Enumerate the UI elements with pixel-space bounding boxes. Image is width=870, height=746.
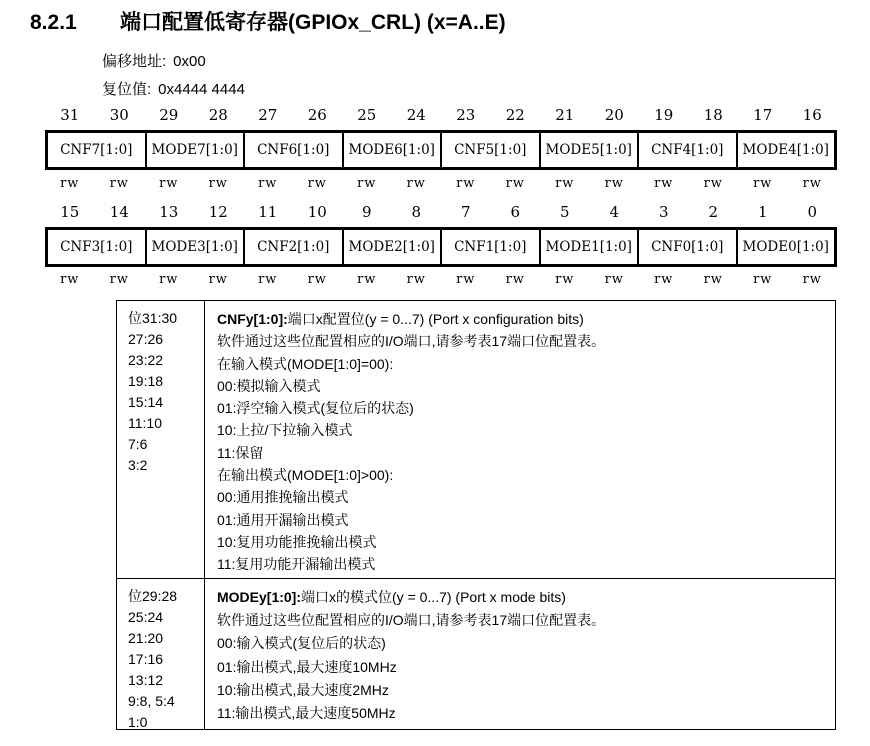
bit-range: 25:24 (128, 609, 164, 625)
bit-number: 22 (505, 106, 525, 124)
access-flag: rw (109, 176, 129, 191)
bit-number: 15 (60, 203, 80, 221)
register-field: CNF0[1:0] (637, 230, 736, 264)
offset-address-line (102, 50, 206, 71)
access-flag: rw (505, 272, 525, 287)
field-desc: 端口x的模式位(y = 0...7) (Port x mode bits) (301, 589, 566, 605)
bit-number: 30 (109, 106, 129, 124)
desc-line: 00:通用推挽输出模式 (217, 489, 349, 506)
access-flag: rw (109, 272, 129, 287)
bit-number: 9 (361, 203, 372, 221)
bit-number: 1 (757, 203, 768, 221)
register-field: CNF3[1:0] (60, 239, 133, 255)
register-fields-row-low (45, 227, 837, 267)
field-name: MODEy[1:0]: (217, 589, 302, 605)
offset-address-label: 偏移地址: (102, 53, 167, 70)
page-title: 端口配置低寄存器(GPIOx_CRL) (x=A..E) (120, 11, 506, 34)
access-flag: rw (505, 176, 525, 191)
register-field: CNF5[1:0] (440, 133, 539, 167)
bit-number: 29 (159, 106, 179, 124)
register-field: MODE5[1:0] (539, 133, 638, 167)
bit-number: 19 (654, 106, 674, 124)
desc-line: 软件通过这些位配置相应的I/O端口,请参考表17端口位配置表。 (217, 612, 606, 629)
access-flag: rw (258, 272, 278, 287)
access-flag: rw (159, 176, 179, 191)
access-flag: rw (456, 176, 476, 191)
bit-number: 4 (609, 203, 620, 221)
access-flag: rw (456, 272, 476, 287)
access-flag: rw (258, 176, 278, 191)
bit-number: 20 (604, 106, 624, 124)
desc-line: 01:浮空输入模式(复位后的状态) (217, 400, 414, 417)
bit-range: 7:6 (128, 436, 148, 452)
access-flag: rw (357, 176, 377, 191)
access-flag: rw (307, 176, 327, 191)
desc-line: 10:输出模式,最大速度2MHz (217, 681, 389, 698)
bit-number: 28 (208, 106, 228, 124)
register-field: MODE0[1:0] (736, 230, 835, 264)
access-flag: rw (654, 176, 674, 191)
desc-line: 在输入模式(MODE[1:0]=00): (217, 355, 394, 372)
desc-line: 00:模拟输入模式 (217, 377, 321, 394)
access-flag: rw (802, 176, 822, 191)
field-title-line (217, 308, 827, 330)
field-description-column (205, 301, 835, 578)
bit-range: 1:0 (128, 714, 148, 730)
table-row-cnf (117, 301, 835, 578)
access-flag: rw (703, 176, 723, 191)
bit-range: 位31:30 (128, 310, 178, 326)
bit-number: 7 (460, 203, 471, 221)
access-flag: rw (406, 176, 426, 191)
register-field: CNF6[1:0] (243, 133, 342, 167)
bit-range: 11:10 (128, 415, 162, 431)
register-field: MODE7[1:0] (145, 133, 244, 167)
register-field: MODE3[1:0] (145, 230, 244, 264)
field-description-column (205, 579, 835, 729)
field-name: CNFy[1:0]: (217, 311, 288, 327)
register-field: MODE6[1:0] (342, 133, 441, 167)
table-row-mode (117, 578, 835, 729)
bit-range: 9:8, 5:4 (128, 693, 175, 709)
register-field: CNF4[1:0] (637, 133, 736, 167)
register-field: CNF2[1:0] (243, 230, 342, 264)
reset-value-line (102, 78, 245, 99)
desc-line: 软件通过这些位配置相应的I/O端口,请参考表17端口位配置表。 (217, 333, 606, 350)
bit-range: 3:2 (128, 457, 148, 473)
bit-number: 6 (510, 203, 521, 221)
bit-number: 17 (753, 106, 773, 124)
bit-number: 11 (258, 203, 278, 221)
bit-range: 23:22 (128, 352, 164, 368)
access-flag: rw (60, 272, 80, 287)
bit-number: 31 (60, 106, 80, 124)
desc-line: 在输出模式(MODE[1:0]>00): (217, 467, 394, 484)
bit-number: 3 (658, 203, 669, 221)
desc-line: 11:保留 (217, 444, 264, 461)
access-flag: rw (60, 176, 80, 191)
register-field: MODE1[1:0] (539, 230, 638, 264)
bit-number: 27 (258, 106, 278, 124)
bit-number: 23 (456, 106, 476, 124)
access-flag: rw (802, 272, 822, 287)
access-flag: rw (208, 272, 228, 287)
desc-line: 01:通用开漏输出模式 (217, 511, 349, 528)
access-flag: rw (208, 176, 228, 191)
access-flag: rw (307, 272, 327, 287)
bit-number: 24 (406, 106, 426, 124)
access-row-low (45, 272, 837, 287)
access-flag: rw (654, 272, 674, 287)
bit-number: 18 (703, 106, 723, 124)
access-flag: rw (159, 272, 179, 287)
access-flag: rw (753, 176, 773, 191)
desc-line: 11:复用功能开漏输出模式 (217, 556, 376, 573)
bit-range: 21:20 (128, 630, 164, 646)
access-flag: rw (357, 272, 377, 287)
bit-number: 10 (307, 203, 327, 221)
bit-number: 12 (208, 203, 228, 221)
register-field: CNF7[1:0] (60, 142, 133, 158)
bit-number: 2 (708, 203, 719, 221)
register-field: CNF1[1:0] (440, 230, 539, 264)
bit-range-column (117, 301, 205, 578)
bit-number: 0 (807, 203, 818, 221)
bit-number: 21 (555, 106, 575, 124)
bit-range-column (117, 579, 205, 729)
bit-numbers-row-low (45, 203, 837, 221)
access-flag: rw (555, 272, 575, 287)
bit-range: 19:18 (128, 373, 164, 389)
access-flag: rw (604, 272, 624, 287)
access-flag: rw (406, 272, 426, 287)
access-flag: rw (555, 176, 575, 191)
desc-line: 11:输出模式,最大速度50MHz (217, 705, 396, 722)
bit-number: 25 (357, 106, 377, 124)
bit-numbers-row-high (45, 106, 837, 124)
bit-number: 13 (159, 203, 179, 221)
desc-line: 10:复用功能推挽输出模式 (217, 533, 377, 550)
bit-range: 27:26 (128, 331, 164, 347)
register-fields-row-high (45, 130, 837, 170)
access-flag: rw (703, 272, 723, 287)
bit-number: 16 (802, 106, 822, 124)
bit-range: 15:14 (128, 394, 164, 410)
bit-range: 位29:28 (128, 588, 178, 604)
register-field: MODE4[1:0] (736, 133, 835, 167)
desc-line: 00:输入模式(复位后的状态) (217, 635, 386, 652)
field-title-line (217, 586, 827, 609)
bit-range: 17:16 (128, 651, 164, 667)
bit-number: 8 (411, 203, 422, 221)
access-flag: rw (753, 272, 773, 287)
register-field: MODE2[1:0] (342, 230, 441, 264)
bit-number: 26 (307, 106, 327, 124)
bit-range: 13:12 (128, 672, 164, 688)
desc-line: 10:上拉/下拉输入模式 (217, 422, 353, 439)
reset-value-label: 复位值: (102, 81, 152, 98)
section-heading (30, 6, 506, 36)
offset-address-value: 0x00 (173, 53, 206, 70)
reset-value-value: 0x4444 4444 (158, 81, 245, 98)
bit-number: 5 (559, 203, 570, 221)
field-desc: 端口x配置位(y = 0...7) (Port x configuration bits) (287, 311, 584, 327)
access-flag: rw (604, 176, 624, 191)
desc-line: 01:输出模式,最大速度10MHz (217, 658, 397, 675)
bit-number: 14 (109, 203, 129, 221)
section-number: 8.2.1 (30, 11, 77, 34)
bit-description-table (116, 300, 836, 730)
access-row-high (45, 176, 837, 191)
